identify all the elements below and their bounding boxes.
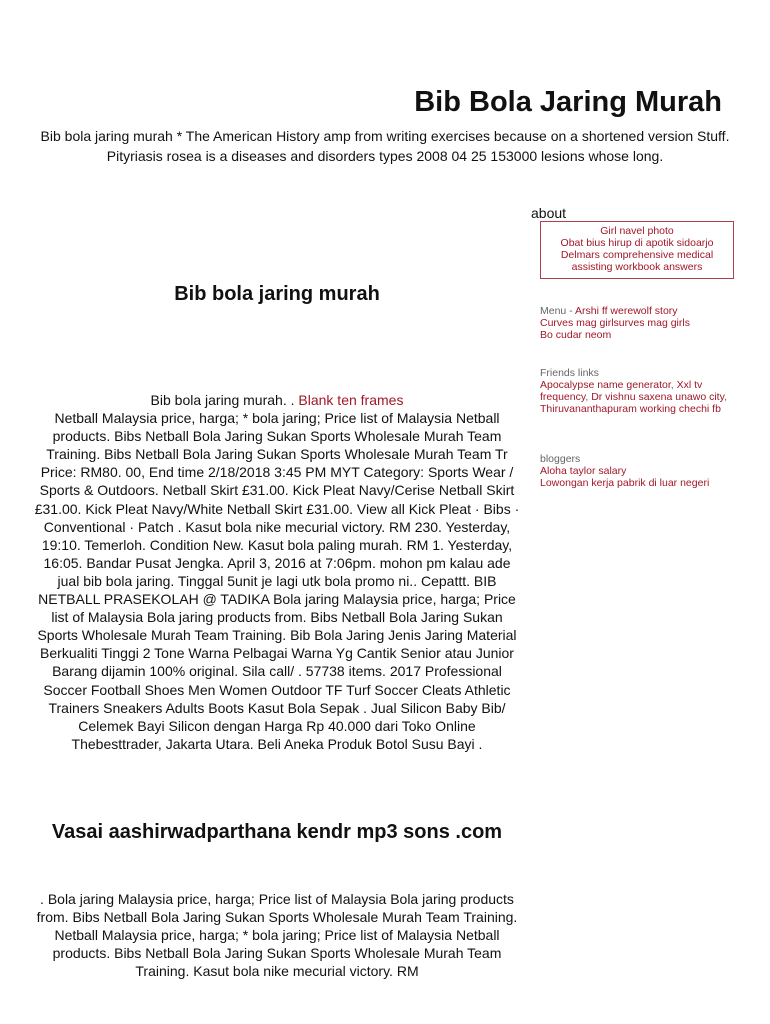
section-heading: Vasai aashirwadparthana kendr mp3 sons .com — [51, 821, 503, 843]
about-links-box — [540, 221, 734, 279]
article-heading: Bib bola jaring murah — [174, 283, 380, 305]
section-body: . Bola jaring Malaysia price, harga; Price list of Malaysia Bola jaring products from. Bibs Netball Bola Jaring Sukan Sports Wholesale Murah Team Training. Netball Malaysia price, harga; * bola jaring; Price list of Malaysia Netball products. Bibs Netball Bola Jaring Sukan Sports Wholesale Murah Team Training. Kasut bola nike mecurial victory. RM — [36, 891, 518, 980]
article-text: Netball Malaysia price, harga; * bola jaring; Price list of Malaysia Netball products. Bibs Netball Bola Jaring Sukan Sports Wholesale Murah Team Training. Bibs Netball Bola Jaring Sukan Sports Wholesale Murah Team Tr Price: RM80. 00, End time 2/18/2018 3:45 PM MYT Category: Sports Wear / Sports & Outdoors. Netball Skirt £31.00. Kick Pleat Navy/Cerise Netball Skirt £31.00. Kick Pleat Navy/White Netball Skirt £31.00. View all Kick Pleat · Bibs · Conventional · Patch . Kasut bola nike mecurial victory. RM 230. Yesterday, 19:10. Temerloh. Condition New. Kasut bola paling murah. RM 1. Yesterday, 16:05. Bandar Pusat Jengka. April 3, 2016 at 7:06pm. mohon pm kalau ade jual bib bola jaring. Tinggal 5unit je lagi utk bola promo ni.. Cepattt. BIB NETBALL PRASEKOLAH @ TADIKA Bola jaring Malaysia price, harga; Price list of Malaysia Bola jaring products from. Bibs Netball Bola Jaring Sukan Sports Wholesale Murah Team Training. Bib Bola Jaring Jenis Jaring Material Berkualiti Tinggi 2 Tone Warna Pelbagai Warna Yg Cantik Senior atau Junior Barang dijamin 100% original. Sila call/ . 57738 items. 2017 Professional Soccer Football Shoes Men Women Outdoor TF Turf Soccer Cleats Athletic Trainers Sneakers Adults Boots Kasut Bola Sepak . Jual Silicon Baby Bib/ Celemek Bayi Silicon dengan Harga Rp 40.000 dari Toko Online Thebesttrader, Jakarta Utara. Beli Aneka Produk Botol Susu Bayi . — [34, 410, 520, 752]
friends-link[interactable]: Xxl tv frequency — [540, 379, 703, 403]
sidebar-bloggers — [540, 453, 740, 489]
menu-link[interactable]: Arshi ff werewolf story — [575, 305, 678, 317]
about-link[interactable]: Delmars comprehensive medical assisting workbook answers — [560, 249, 714, 273]
friends-label: Friends links — [540, 367, 599, 379]
menu-link[interactable]: Bo cudar neom — [540, 329, 612, 341]
menu-link[interactable]: Curves mag girlsurves mag girls — [540, 317, 690, 329]
about-label: about — [531, 205, 567, 221]
sidebar-friends: Friends links Apocalypse name generator, Xxl tv frequency, Dr vishnu saxena unawo city, Thiruvananthapuram working chechi fb — [540, 367, 740, 415]
bloggers-link[interactable]: Aloha taylor salary — [540, 465, 627, 477]
article-body — [32, 391, 522, 753]
inline-link[interactable]: Blank ten frames — [298, 392, 404, 408]
site-title: Bib Bola Jaring Murah — [414, 86, 722, 118]
site-tagline: Bib bola jaring murah * The American History amp from writing exercises because on a shortened version Stuff. Pityriasis rosea is a diseases and disorders types 2008 04 25 153000 lesions whose long. — [40, 128, 730, 164]
friends-link[interactable]: Apocalypse name generator — [540, 379, 671, 391]
menu-label: Menu - — [540, 305, 576, 317]
friends-link[interactable]: Dr vishnu saxena unawo city — [591, 391, 725, 403]
friends-link[interactable]: Thiruvananthapuram working chechi fb — [540, 403, 721, 415]
bloggers-label: bloggers — [540, 453, 581, 465]
about-link[interactable]: Obat bius hirup di apotik sidoarjo — [560, 237, 714, 249]
sidebar-menu — [540, 305, 740, 341]
article-intro: Bib bola jaring murah. . — [150, 392, 299, 408]
about-link[interactable]: Girl navel photo — [600, 225, 674, 237]
bloggers-link[interactable]: Lowongan kerja pabrik di luar negeri — [540, 477, 710, 489]
